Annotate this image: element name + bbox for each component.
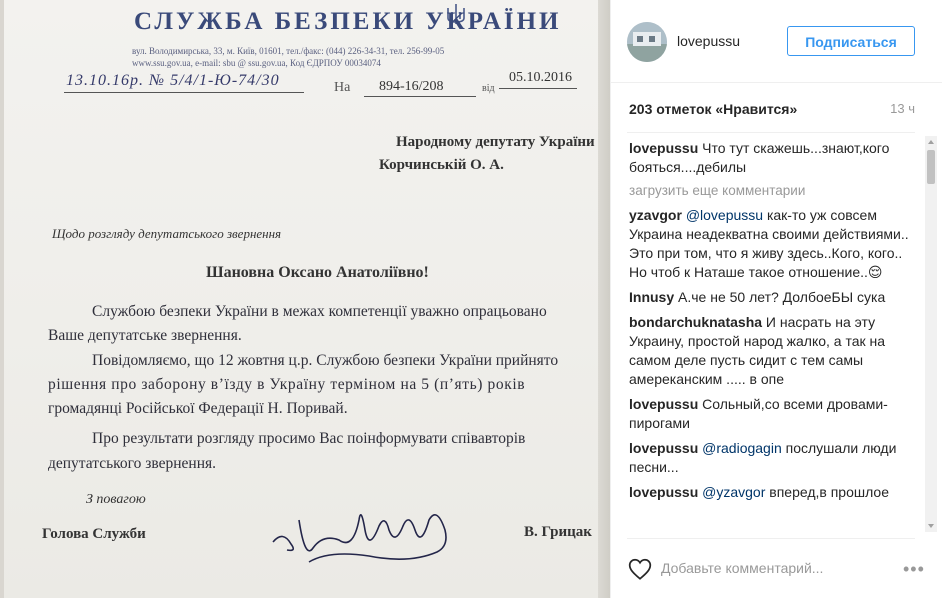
- more-options-button[interactable]: •••: [903, 559, 925, 579]
- list-item: [629, 206, 917, 282]
- ref-vid-label: від: [482, 83, 495, 94]
- body-line: громадянці Російської Федерації Н. Поривай.: [48, 400, 348, 417]
- addressee-name: Корчинській О. А.: [379, 157, 504, 173]
- scroll-down-arrow-icon[interactable]: [925, 520, 937, 532]
- comment-username[interactable]: lovepussu: [629, 440, 699, 456]
- letter-subject: Щодо розгляду депутатського звернення: [52, 226, 282, 241]
- signatory-role: Голова Служби: [42, 526, 146, 542]
- comment-username[interactable]: Innusy: [629, 289, 675, 305]
- ref-number-underline: [364, 96, 476, 97]
- ref-date-underline: [499, 88, 577, 89]
- body-line: депутатського звернення.: [48, 455, 217, 472]
- comment-text: А.че не 50 лет? ДолбоеБЫ сука: [678, 289, 886, 305]
- comments-scrollbar[interactable]: [925, 136, 937, 532]
- body-line: Ваше депутатське звернення.: [48, 327, 242, 344]
- post-time[interactable]: 13 ч: [890, 101, 915, 116]
- list-item: [629, 439, 917, 477]
- comment-text: Что тут скажешь...знают,кого бояться....дебилы: [629, 140, 890, 175]
- body-line: Повідомляємо, що 12 жовтня ц.р. Службою безпеки України прийнято: [92, 352, 559, 369]
- ssu-address: вул. Володимирська, 33, м. Київ, 01601, тел./факс: (044) 226-34-31, тел. 256-99-05: [132, 46, 445, 56]
- comment-mention[interactable]: @lovepussu: [685, 207, 764, 223]
- scrollbar-thumb[interactable]: [927, 150, 935, 184]
- add-comment-input[interactable]: Добавьте комментарий...: [661, 560, 824, 576]
- post-author-username[interactable]: lovepussu: [677, 33, 741, 49]
- ssu-contacts: www.ssu.gov.ua, e-mail: sbu @ ssu.gov.ua, Код ЄДРПОУ 00034074: [132, 58, 381, 68]
- ref-na-label: На: [334, 80, 351, 95]
- follow-button[interactable]: Подписаться: [787, 26, 915, 56]
- likes-count[interactable]: 203 отметок «Нравится»: [629, 101, 798, 117]
- list-item: [629, 483, 917, 502]
- signatory-name: В. Грицак: [524, 524, 592, 540]
- comment-username[interactable]: bondarchuknatasha: [629, 314, 763, 330]
- post-header: [611, 0, 942, 83]
- paper-edge: [598, 0, 610, 598]
- comment-text: как-то уж совсем Украина неадекватна своими действиями.. Это при том, что я живу здесь..Кого, кого.. Но чтоб к Наташе такое отношение..😌: [629, 207, 909, 280]
- incoming-reference-number: 894-16/208: [379, 79, 444, 94]
- comment-username[interactable]: yzavgor: [629, 207, 682, 223]
- comment-username[interactable]: lovepussu: [629, 484, 699, 500]
- comment-text: И насрать на эту Украину, простой народ жалко, а так на самом деле пусть сидит с тем самы амереканским ..... в опе: [629, 314, 886, 387]
- comments-list: [629, 139, 917, 531]
- post-side-panel: [610, 0, 942, 598]
- load-more-comments-link[interactable]: загрузить еще комментарии: [629, 183, 806, 198]
- document-paper: [4, 0, 604, 598]
- ssu-title: СЛУЖБА БЕЗПЕКИ УКРАЇНИ: [134, 8, 562, 35]
- list-item: [629, 313, 917, 389]
- incoming-reference-date: 05.10.2016: [509, 70, 572, 85]
- scroll-up-arrow-icon[interactable]: [925, 136, 937, 148]
- comment-mention[interactable]: @radiogagin: [702, 440, 782, 456]
- comment-text: Сольный,со всеми дровами-пирогами: [629, 396, 888, 431]
- avatar[interactable]: [627, 22, 667, 62]
- handwritten-signature: [269, 490, 459, 570]
- reference-underline: [64, 92, 304, 93]
- body-line: Про результати розгляду просимо Вас поінформувати співавторів: [92, 430, 526, 447]
- addressee-title: Народному депутату України: [396, 134, 595, 150]
- comment-text: вперед,в прошлое: [765, 484, 890, 500]
- comment-username[interactable]: lovepussu: [629, 396, 699, 412]
- letter-closing: З повагою: [86, 492, 146, 507]
- divider: [627, 132, 915, 133]
- outgoing-reference: 13.10.16р. № 5/4/1-Ю-74/30: [66, 72, 280, 89]
- comment-mention[interactable]: @yzavgor: [702, 484, 766, 500]
- comment-bar: [611, 540, 942, 598]
- letter-greeting: Шановна Оксано Анатоліївно!: [206, 264, 429, 281]
- list-item: [629, 288, 917, 307]
- body-line: Службою безпеки України в межах компетенції уважно опрацьовано: [92, 303, 547, 320]
- list-item: [629, 395, 917, 433]
- avatar-image-icon: [627, 22, 667, 62]
- heart-icon[interactable]: [627, 556, 653, 582]
- comment-text: послушали люди песни...: [629, 440, 897, 475]
- divider: [627, 538, 915, 539]
- comment-username[interactable]: lovepussu: [629, 140, 699, 156]
- body-line: рішення про заборону в’їзду в Україну терміном на 5 (п’ять) років: [48, 376, 526, 393]
- caption: [629, 139, 917, 177]
